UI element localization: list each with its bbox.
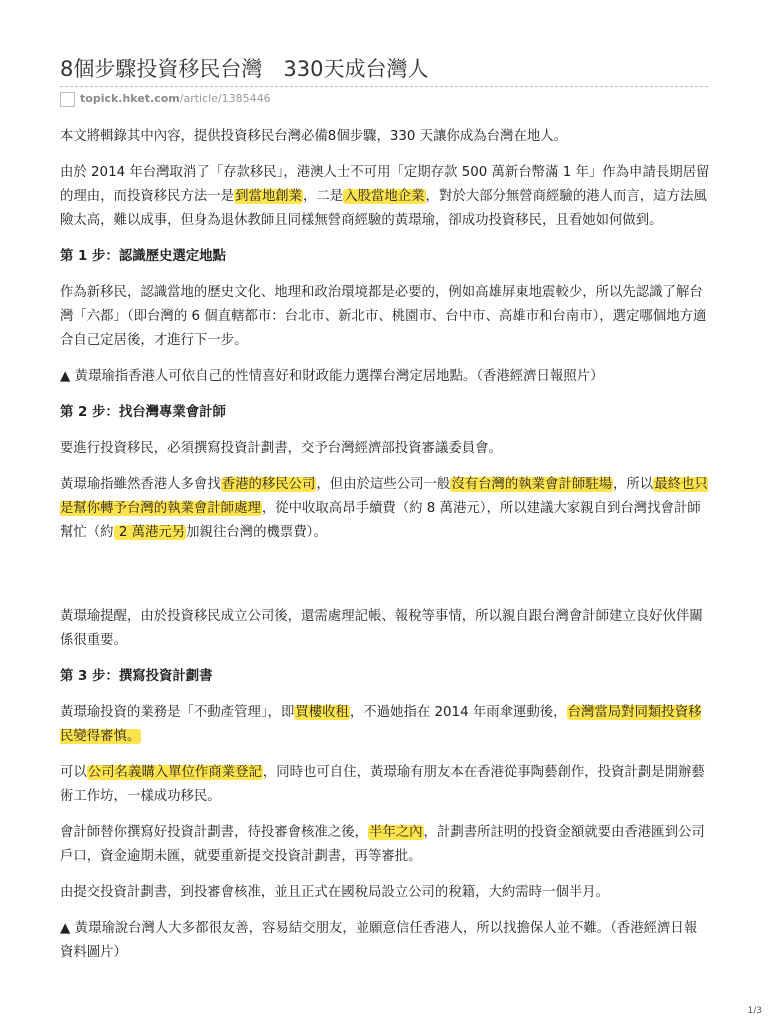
step3-heading: 第 3 步：撰寫投資計劃書: [60, 669, 213, 684]
highlight-local-startup: 到當地創業: [235, 189, 303, 204]
step3-paragraph-3: 會計師替你撰寫好投資計劃書，待投審會核准之後，半年之內，計劃書所註明的投資金額就要由香港匯到公司戶口，資金逾期未匯，就要重新提交投資計劃書，再等審批。: [60, 825, 705, 864]
photo-caption-2: ▲ 黃璟瑜說台灣人大多都很友善，容易結交朋友，並願意信任香港人，所以找擔保人並不難。（香港經濟日報資料圖片）: [60, 921, 698, 960]
step3-paragraph-1: 黃璟瑜投資的業務是「不動產管理」，即買樓收租，不過她指在 2014 年雨傘運動後，台灣當局對同類投資移民變得審慎。: [60, 705, 702, 744]
source-link[interactable]: [80, 91, 271, 107]
step2-paragraph-1: 要進行投資移民，必須撰寫投資計劃書，交予台灣經濟部投資審議委員會。: [60, 441, 502, 456]
step1-paragraph: 作為新移民，認識當地的歷史文化、地理和政治環境都是必要的，例如高雄屏東地震較少，所以先認識了解台灣「六都」（即台灣的 6 個直轄都市：台北市、新北市、桃園市、台中市、高雄市和台南市），選定哪個地方適合自己定居後，才進行下一步。: [60, 285, 707, 348]
highlight-local-shares: 入股當地企業: [344, 189, 425, 204]
source-path: /article/1385446: [179, 92, 271, 105]
highlight-hk-agency: 香港的移民公司: [221, 477, 316, 492]
highlight-transfer: 最終也只是幫你轉予台灣的執業會計師處理: [60, 477, 708, 516]
paragraph-deposit-migration: 由於 2014 年台灣取消了「存款移民」，港澳人士不可用「定期存款 500 萬新台幣滿 1 年」作為申請長期居留的理由，而投資移民方法一是到當地創業，二是入股當地企業，對於大部分無營商經驗的港人而言，這方法風險太高，難以成事，但身為退休教師且同樣無營商經驗的黃璟瑜，卻成功投資移民，且看她如何做到。: [60, 165, 710, 228]
highlight-cost: 2 萬港元另: [114, 525, 186, 540]
source-host: topick.hket.com: [80, 92, 180, 105]
article-title: 8個步驟投資移民台灣 330天成台灣人: [60, 57, 429, 81]
step2-paragraph-2: 黃璟瑜指雖然香港人多會找香港的移民公司，但由於這些公司一般沒有台灣的執業會計師駐場，所以最終也只是幫你轉予台灣的執業會計師處理，從中收取高昂手續費（約 8 萬港元），所以建議大家親自到台灣找會計師幫忙（約 2 萬港元另加親往台灣的機票費）。: [60, 477, 708, 540]
step3-paragraph-2: 可以公司名義購入單位作商業登記，同時也可自住，黃璟瑜有朋友本在香港從事陶藝創作，投資計劃是開辦藝術工作坊，一樣成功移民。: [60, 765, 705, 804]
step2-heading: 第 2 步：找台灣專業會計師: [60, 405, 226, 420]
highlight-company-purchase: 公司名義購入單位作商業登記: [87, 765, 262, 780]
step2-paragraph-3: 黃璟瑜提醒，由於投資移民成立公司後，還需處理記帳、報稅等事情，所以親自跟台灣會計師建立良好伙伴關係很重要。: [60, 609, 703, 648]
page-indicator: 1/3: [747, 1006, 762, 1016]
step3-paragraph-4: 由提交投資計劃書，到投審會核准，並且正式在國稅局設立公司的稅籍，大約需時一個半月。: [60, 885, 610, 900]
intro-paragraph: 本文將輯錄其中內容，提供投資移民台灣必備8個步驟，330 天讓你成為台灣在地人。: [60, 129, 568, 144]
title-divider: [60, 86, 708, 87]
article-body: [60, 124, 710, 965]
highlight-rental: 買樓收租: [295, 705, 349, 720]
highlight-no-accountant: 沒有台灣的執業會計師駐場: [451, 477, 613, 492]
highlight-authority-cautious: 台灣當局對同類投資移民變得審慎。: [60, 705, 702, 744]
photo-caption-1: ▲ 黃璟瑜指香港人可依自己的性情喜好和財政能力選擇台灣定居地點。（香港經濟日報照片）: [60, 369, 604, 384]
source-favicon-icon: [60, 92, 75, 107]
highlight-half-year: 半年之內: [368, 825, 423, 840]
step1-heading: 第 1 步：認識歷史選定地點: [60, 249, 226, 264]
